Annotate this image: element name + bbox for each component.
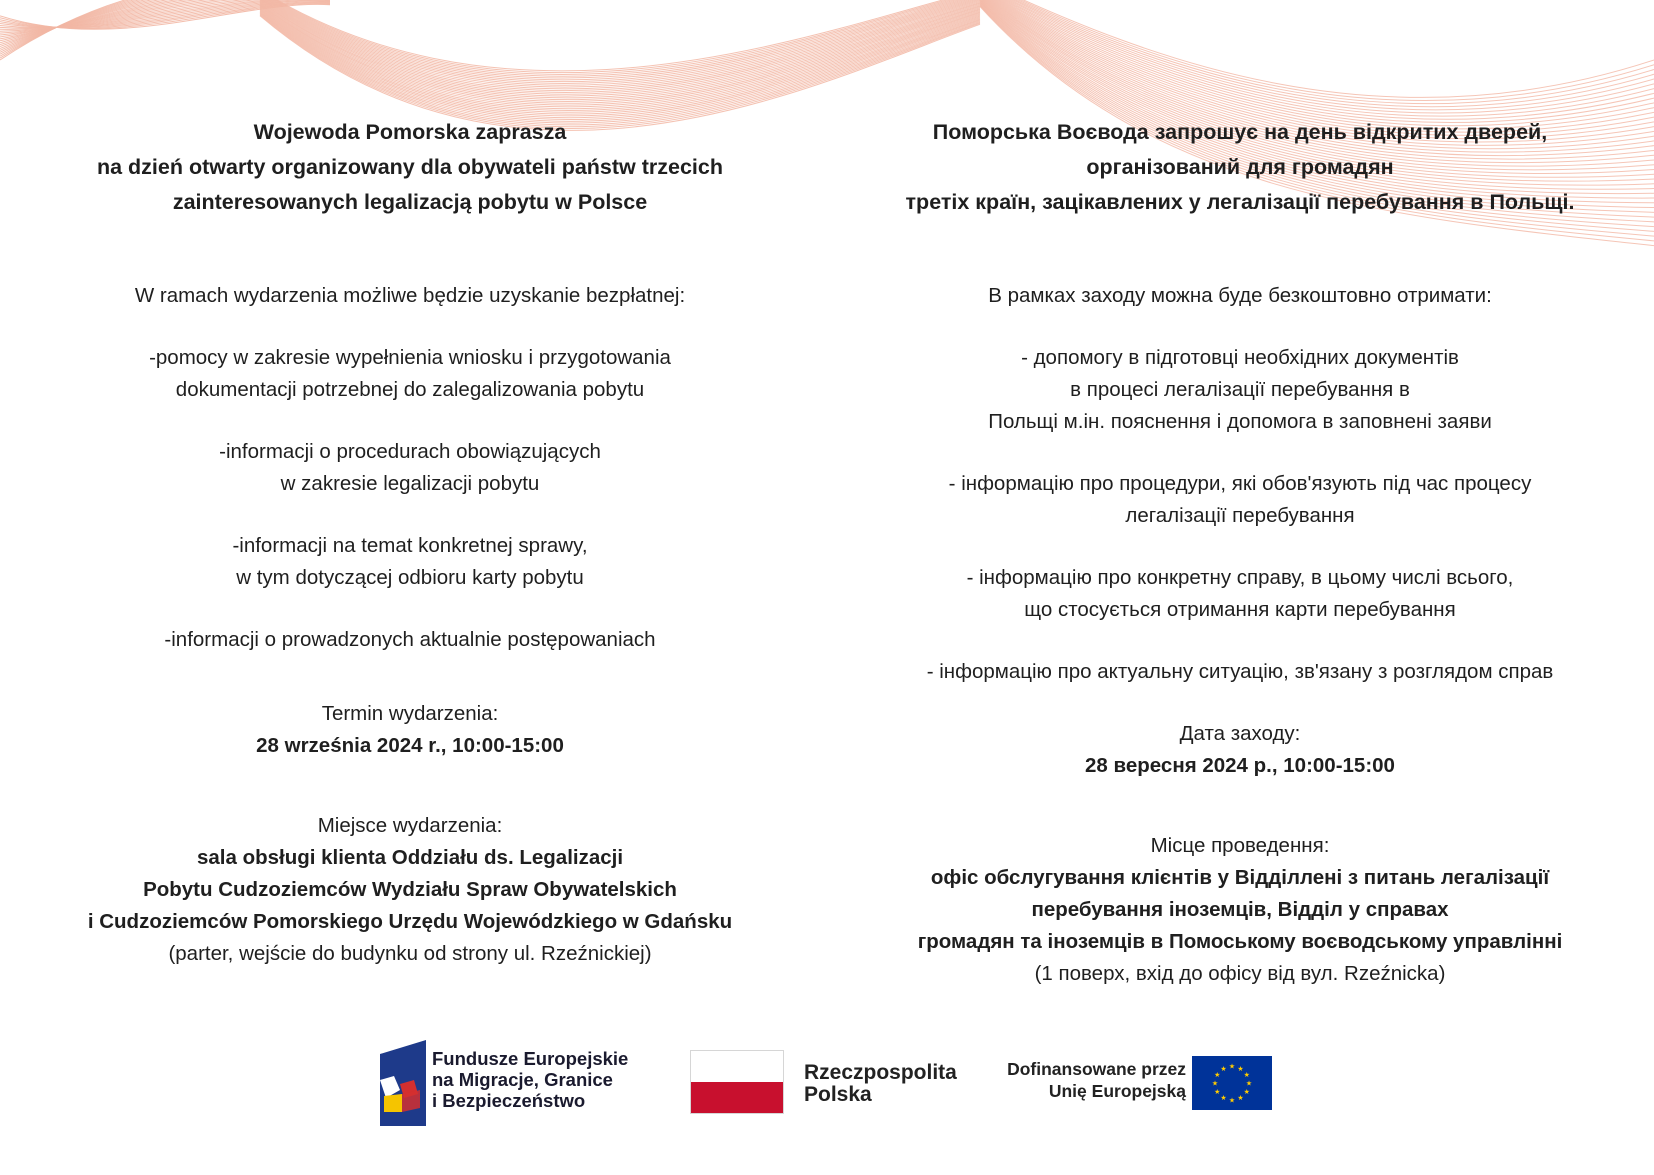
polish-item-line: w tym dotyczącej odbioru karty pobytu xyxy=(236,566,584,589)
eu-star-icon: ★ xyxy=(1243,1088,1250,1096)
ukrainian-item-line: - інформацію про актуальну ситуацію, зв'язану з розглядом справ xyxy=(926,660,1554,683)
polish-item-line: w zakresie legalizacji pobytu xyxy=(280,472,540,495)
ukrainian-item-line: що стосується отримання карти перебування xyxy=(1024,598,1456,621)
ukrainian-term-label: Дата заходу: xyxy=(1179,722,1301,745)
polish-list-item xyxy=(30,342,790,406)
polish-item-line: -pomocy w zakresie wypełnienia wniosku i przygotowania xyxy=(149,346,671,369)
eu-star-icon: ★ xyxy=(1220,1094,1227,1103)
ukrainian-list-item xyxy=(850,342,1630,438)
polish-list-item xyxy=(30,436,790,500)
eu-star-icon: ★ xyxy=(1211,1079,1219,1088)
eu-star-icon: ★ xyxy=(1245,1079,1253,1088)
eu-star-icon: ★ xyxy=(1237,1094,1244,1103)
rp-logo-text xyxy=(804,1062,957,1106)
polish-place-address xyxy=(30,842,790,938)
fe-logo-line: na Migracje, Granice xyxy=(432,1069,613,1090)
polish-item-line: dokumentacji potrzebnej do zalegalizowania pobytu xyxy=(175,378,645,401)
ukrainian-column xyxy=(850,115,1630,990)
eu-logo-text xyxy=(980,1058,1186,1102)
ukrainian-item-line: Польщі м.ін. пояснення і допомога в заповнені заяви xyxy=(988,410,1492,433)
polish-item-line: -informacji o prowadzonych aktualnie postępowaniach xyxy=(164,628,656,651)
polish-place-note: (parter, wejście do budynku od strony ul. Rzeźnickiej) xyxy=(168,942,652,965)
ukrainian-place-label: Місце проведення: xyxy=(1150,834,1330,857)
polish-header-line: zainteresowanych legalizacją pobytu w Polsce xyxy=(172,190,648,214)
ukrainian-place-line: офіс обслугування клієнтів у Відділлені з питань легалізації xyxy=(930,866,1550,889)
ukrainian-term-value: 28 вересня 2024 р., 10:00-15:00 xyxy=(1085,754,1395,777)
eu-logo-line: Dofinansowane przez xyxy=(1007,1059,1186,1079)
ukrainian-list-item xyxy=(850,562,1630,626)
eu-star-icon: ★ xyxy=(1228,1062,1236,1071)
eu-star-icon: ★ xyxy=(1228,1096,1236,1105)
polish-header-line: na dzień otwarty organizowany dla obywateli państw trzecich xyxy=(96,155,723,179)
polish-intro: W ramach wydarzenia możliwe będzie uzyskanie bezpłatnej: xyxy=(134,284,686,307)
ukrainian-item-line: в процесі легалізації перебування в xyxy=(1070,378,1410,401)
fe-star-logo-icon xyxy=(380,1040,426,1126)
polish-term-value: 28 września 2024 r., 10:00-15:00 xyxy=(256,734,564,757)
footer-logos xyxy=(0,1040,1654,1130)
polish-column xyxy=(30,115,790,970)
wave-line xyxy=(980,0,1654,98)
polish-place-line: Pobytu Cudzoziemców Wydziału Spraw Obywatelskich xyxy=(143,878,677,901)
polish-list-item xyxy=(30,624,790,656)
eu-logo-line: Unię Europejską xyxy=(1048,1081,1186,1101)
eu-star-icon: ★ xyxy=(1243,1071,1250,1079)
eu-star-icon: ★ xyxy=(1214,1071,1221,1079)
poland-flag-icon xyxy=(690,1050,784,1114)
ukrainian-header-line: Поморська Воєвода запрошує на день відкритих дверей, xyxy=(932,120,1548,144)
ukrainian-header-line: організований для громадян xyxy=(1086,155,1394,179)
ukrainian-header-line: третіх країн, зацікавлених у легалізації перебування в Польщі. xyxy=(905,190,1575,214)
polish-header xyxy=(30,115,790,220)
ukrainian-place-address xyxy=(850,862,1630,958)
fe-logo-line: Fundusze Europejskie xyxy=(432,1048,629,1069)
eu-star-icon: ★ xyxy=(1214,1088,1221,1096)
rp-logo-line: Rzeczpospolita xyxy=(804,1061,957,1084)
ukrainian-item-line: - інформацію про конкретну справу, в цьому числі всього, xyxy=(966,566,1514,589)
rp-logo-line: Polska xyxy=(804,1083,872,1106)
ukrainian-list-item xyxy=(850,656,1630,688)
polish-term-label: Termin wydarzenia: xyxy=(321,702,499,725)
polish-place-label: Miejsce wydarzenia: xyxy=(317,814,503,837)
polish-item-line: -informacji o procedurach obowiązujących xyxy=(219,440,601,463)
polish-place-line: sala obsługi klienta Oddziału ds. Legalizacji xyxy=(196,846,624,869)
ukrainian-item-line: легалізації перебування xyxy=(1125,504,1355,527)
polish-item-line: -informacji na temat konkretnej sprawy, xyxy=(232,534,588,557)
ukrainian-intro: В рамках заходу можна буде безкоштовно отримати: xyxy=(988,284,1492,307)
ukrainian-place-note: (1 поверх, вхід до офісу від вул. Rzeźnicka) xyxy=(1034,962,1446,985)
ukrainian-header xyxy=(850,115,1630,220)
ukrainian-place-line: перебування іноземців, Відділ у справах xyxy=(1031,898,1449,921)
ukrainian-item-line: - інформацію про процедури, які обов'язують під час процесу xyxy=(948,472,1532,495)
eu-star-icon: ★ xyxy=(1237,1064,1244,1073)
ukrainian-list-item xyxy=(850,468,1630,532)
polish-place-line: i Cudzoziemców Pomorskiego Urzędu Wojewódzkiego w Gdańsku xyxy=(87,910,733,933)
ukrainian-item-line: - допомогу в підготовці необхідних документів xyxy=(1021,346,1459,369)
eu-star-icon: ★ xyxy=(1220,1064,1227,1073)
fe-logo-line: i Bezpieczeństwo xyxy=(432,1090,586,1111)
ukrainian-place-line: громадян та іноземців в Помоському воєводському управлінні xyxy=(917,930,1563,953)
fe-logo-text xyxy=(432,1048,628,1111)
polish-list-item xyxy=(30,530,790,594)
polish-header-line: Wojewoda Pomorska zaprasza xyxy=(253,120,567,144)
eu-flag-icon xyxy=(1192,1056,1272,1110)
